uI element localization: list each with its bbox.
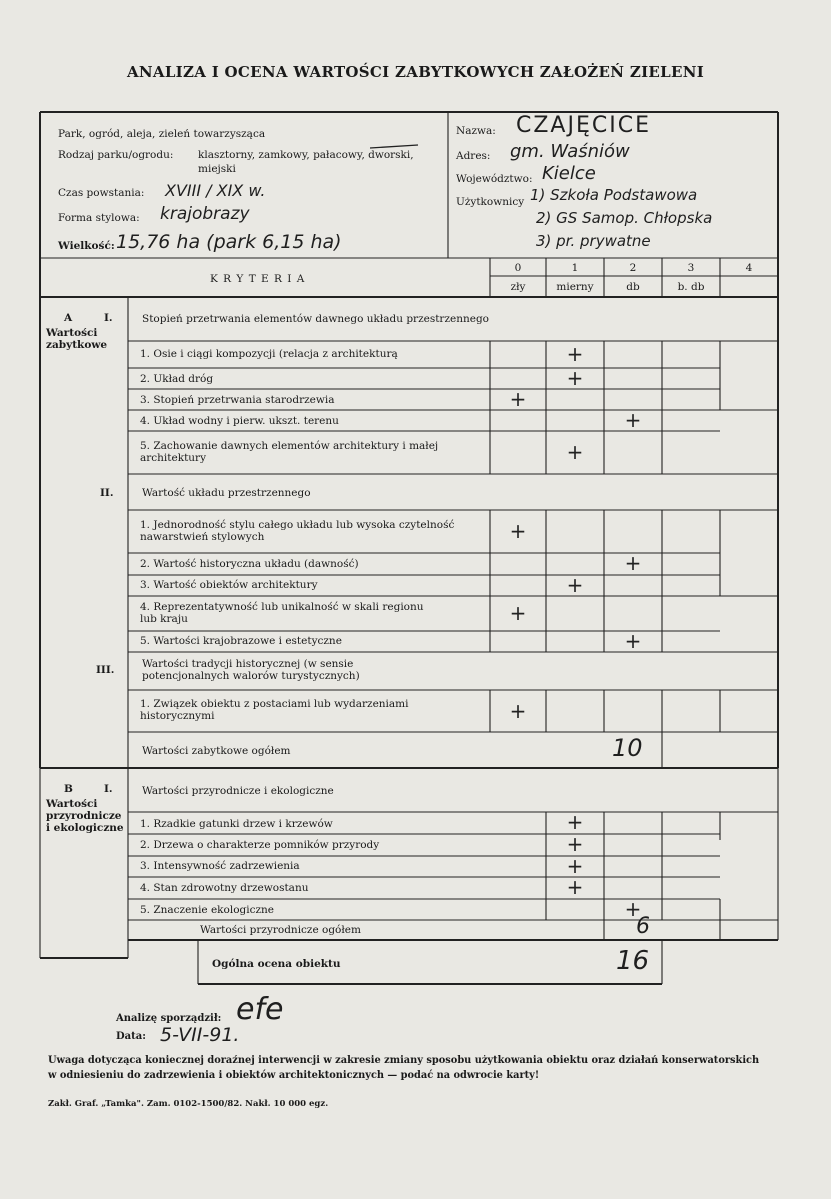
section-b-letter: B — [64, 783, 73, 795]
criterion-a3-1: 1. Związek obiektu z postaciami lub wydarzeniami historycznymi — [140, 698, 409, 722]
score-label-0: zły — [510, 281, 526, 293]
voivodeship-label: Województwo: — [456, 173, 533, 185]
criteria-title: K R Y T E R I A — [210, 273, 306, 285]
section-b-title: Wartości przyrodnicze i ekologiczne — [142, 785, 334, 797]
score-4: 4 — [745, 262, 753, 274]
overall-label: Ogólna ocena obiektu — [212, 958, 341, 970]
criterion-a2-mark-5: + — [624, 629, 642, 653]
criterion-a2-3: 3. Wartość obiektów architektury — [140, 579, 318, 591]
criterion-b-mark-5: + — [624, 897, 642, 921]
size-value: 15,76 ha (park 6,15 ha) — [116, 231, 342, 253]
date-value: 5-VII-91. — [160, 1024, 240, 1046]
size-label: Wielkość: — [58, 240, 115, 252]
criterion-a1-4: 4. Układ wodny i pierw. ukszt. terenu — [140, 415, 339, 427]
score-0: 0 — [514, 262, 522, 274]
park-type-label: Rodzaj parku/ogrodu: — [58, 149, 174, 161]
creation-time-value: XVIII / XIX w. — [165, 181, 266, 200]
address-value: gm. Waśniów — [510, 141, 630, 162]
section-b-name: Wartości przyrodnicze i ekologiczne — [46, 798, 124, 834]
style-form-label: Forma stylowa: — [58, 212, 140, 224]
criterion-a2-mark-2: + — [624, 551, 642, 575]
form-title: ANALIZA I OCENA WARTOŚCI ZABYTKOWYCH ZAŁOŻEŃ ZIELENI — [126, 63, 705, 81]
criterion-a3-mark-1: + — [509, 699, 527, 723]
prepared-by-label: Analizę sporządził: — [116, 1013, 222, 1024]
criterion-b-mark-4: + — [566, 875, 584, 899]
date-label: Data: — [116, 1031, 146, 1042]
users-value-2: 2) GS Samop. Chłopska — [536, 209, 713, 227]
print-info: Zakł. Graf. „Tamka". Zam. 0102-1500/82. Nakł. 10 000 egz. — [48, 1099, 329, 1109]
park-type-options: klasztorny, zamkowy, pałacowy, dworski, — [198, 149, 414, 161]
users-value-3: 3) pr. prywatne — [536, 232, 651, 250]
heritage-total-value: 10 — [612, 734, 643, 762]
score-1: 1 — [571, 262, 579, 274]
criterion-b-4: 4. Stan zdrowotny drzewostanu — [140, 882, 309, 894]
criterion-b-5: 5. Znaczenie ekologiczne — [140, 904, 275, 916]
score-label-3: b. db — [677, 281, 705, 293]
score-2: 2 — [629, 262, 637, 274]
park-type-options-2: miejski — [198, 163, 236, 175]
nature-total-value: 6 — [636, 914, 650, 939]
criterion-a2-mark-3: + — [566, 573, 584, 597]
score-label-1: mierny — [556, 281, 594, 293]
criterion-a2-1: 1. Jednorodność stylu całego układu lub wysoka czytelność nawarstwień stylowych — [140, 519, 455, 543]
style-form-value: krajobrazy — [160, 204, 250, 224]
nature-total-label: Wartości przyrodnicze ogółem — [200, 924, 361, 936]
section-a-roman-3: III. — [96, 664, 115, 676]
criterion-a1-mark-5: + — [566, 440, 584, 464]
criterion-b-1: 1. Rzadkie gatunki drzew i krzewów — [140, 818, 333, 830]
criterion-b-2: 2. Drzewa o charakterze pomników przyrody — [140, 839, 380, 851]
criterion-a1-mark-2: + — [566, 366, 584, 390]
section-a-roman: I. — [104, 312, 113, 324]
criterion-a2-4: 4. Reprezentatywność lub unikalność w skali regionu lub kraju — [140, 601, 424, 625]
score-label-2: db — [626, 281, 640, 293]
prepared-by-signature: efe — [236, 992, 284, 1027]
name-label: Nazwa: — [456, 125, 496, 137]
criterion-a1-mark-4: + — [624, 408, 642, 432]
criterion-a1-5: 5. Zachowanie dawnych elementów architektury i małej architektury — [140, 440, 439, 464]
criterion-a2-mark-4: + — [509, 601, 527, 625]
criterion-a1-3: 3. Stopień przetrwania starodrzewia — [140, 394, 335, 406]
note-line-2: w odniesieniu do zadrzewienia i obiektów architektonicznych — podać na odwrocie karty! — [48, 1070, 540, 1081]
criterion-b-mark-2: + — [566, 832, 584, 856]
criterion-a2-5: 5. Wartości krajobrazowe i estetyczne — [140, 635, 342, 647]
note-line-1: Uwaga dotycząca koniecznej doraźnej interwencji w zakresie zmiany sposobu użytkowania obiektu oraz działań konserwatorskich — [48, 1055, 760, 1066]
criterion-a1-2: 2. Układ dróg — [140, 373, 214, 385]
users-value-1: 1) Szkoła Podstawowa — [530, 186, 698, 204]
criterion-b-mark-3: + — [566, 854, 584, 878]
group2-title: Wartość układu przestrzennego — [142, 487, 311, 499]
section-a-letter: A — [64, 312, 73, 324]
voivodeship-value: Kielce — [542, 163, 596, 184]
users-label: Użytkownicy — [456, 196, 525, 208]
name-value: CZAJĘCICE — [516, 113, 651, 138]
section-a-name: Wartości zabytkowe — [46, 327, 108, 351]
section-b-roman: I. — [104, 783, 113, 795]
section-a-roman-2: II. — [100, 487, 114, 499]
criterion-a1-1: 1. Osie i ciągi kompozycji (relacja z architekturą — [140, 348, 398, 360]
criterion-a1-mark-1: + — [566, 342, 584, 366]
criterion-a2-mark-1: + — [509, 519, 527, 543]
address-label: Adres: — [456, 150, 491, 162]
score-3: 3 — [687, 262, 695, 274]
criterion-b-mark-1: + — [566, 810, 584, 834]
overall-value: 16 — [616, 946, 650, 976]
group3-title: Wartości tradycji historycznej (w sensie potencjonalnych walorów turystycznych) — [142, 658, 360, 682]
group1-title: Stopień przetrwania elementów dawnego układu przestrzennego — [142, 313, 489, 325]
creation-time-label: Czas powstania: — [58, 187, 145, 199]
criterion-a1-mark-3: + — [509, 387, 527, 411]
heritage-total-label: Wartości zabytkowe ogółem — [142, 745, 291, 757]
object-type-label: Park, ogród, aleja, zieleń towarzysząca — [58, 128, 266, 140]
criterion-a2-2: 2. Wartość historyczna układu (dawność) — [140, 558, 359, 570]
criterion-b-3: 3. Intensywność zadrzewienia — [140, 860, 300, 872]
